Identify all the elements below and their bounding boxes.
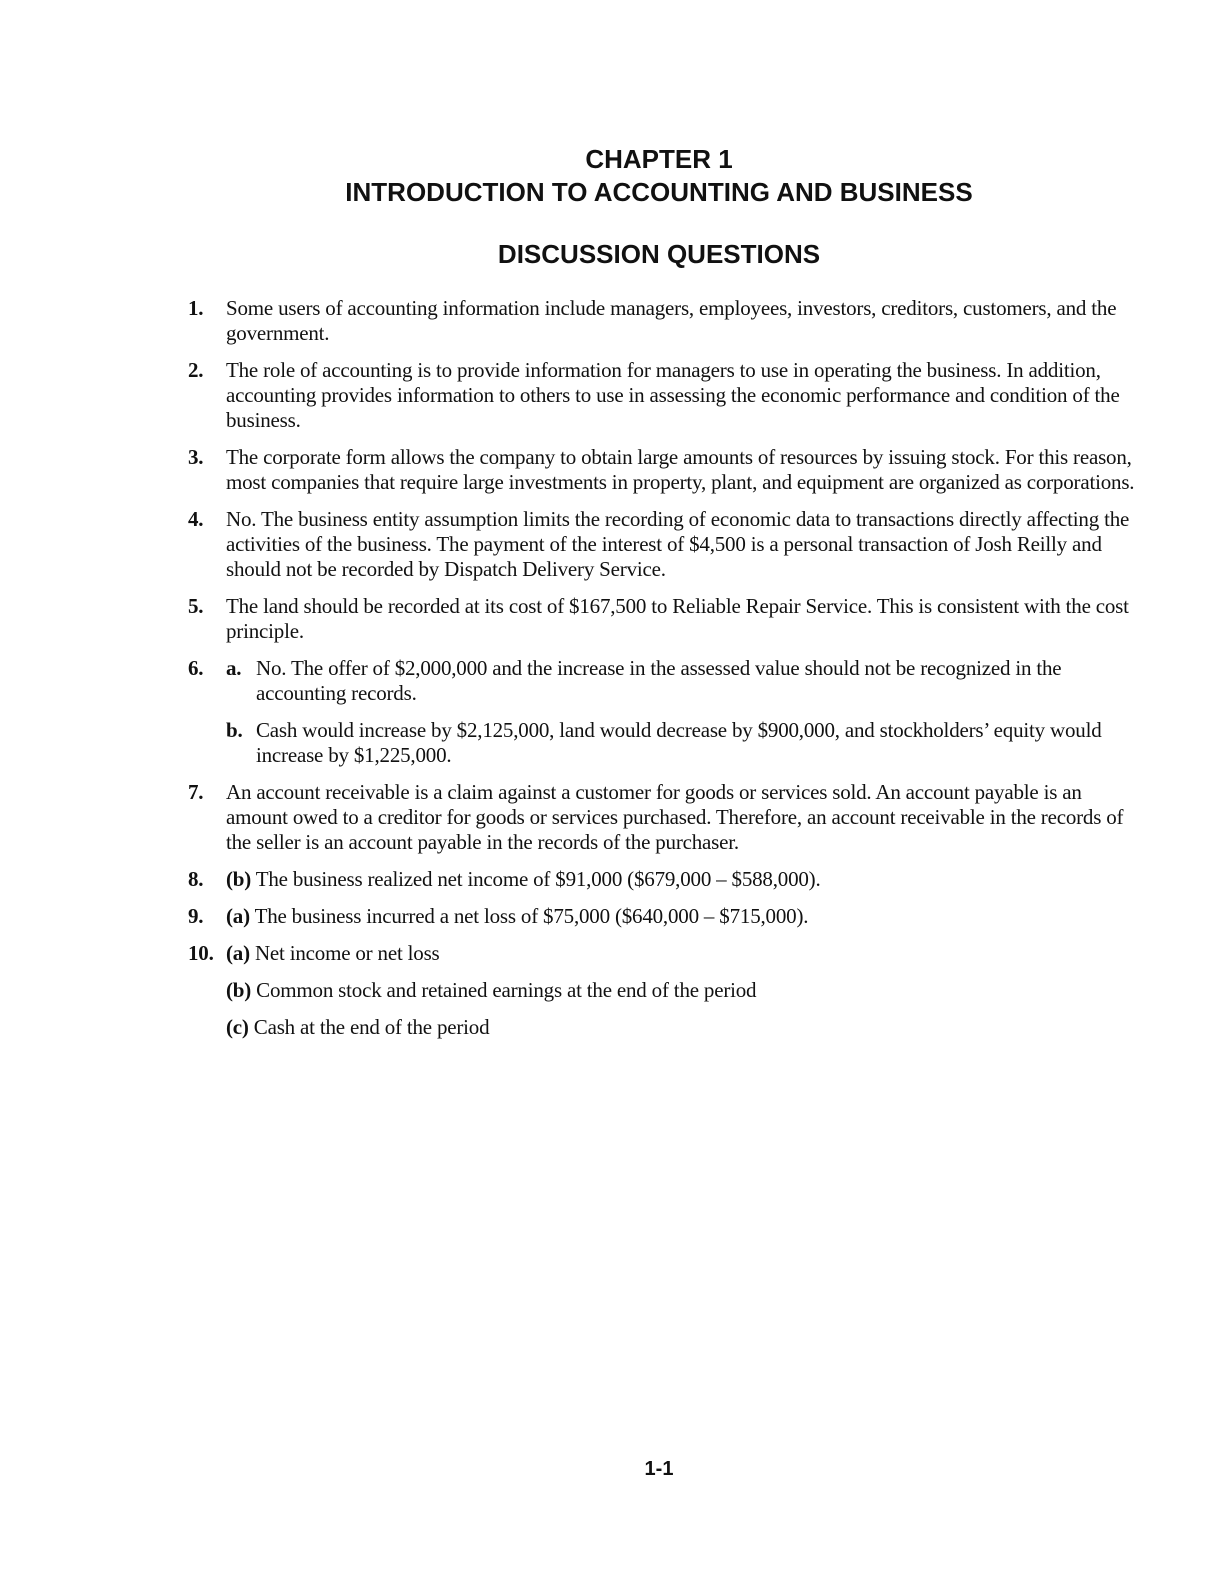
sub-answer-text: No. The offer of $2,000,000 and the increase in the assessed value should not be recognized in the accounting records. xyxy=(256,656,1062,705)
question-1 xyxy=(188,296,1144,346)
answer-choice-label: (b) xyxy=(226,867,252,891)
question-7 xyxy=(188,780,1144,855)
answer-item-label: (c) xyxy=(226,1015,249,1039)
answer-item-b xyxy=(226,978,1144,1003)
question-number: 8. xyxy=(188,867,204,891)
question-text: The business realized net income of $91,000 ($679,000 – $588,000). xyxy=(255,867,821,891)
question-9 xyxy=(188,904,1144,929)
question-text: Some users of accounting information include managers, employees, investors, creditors, customers, and the government. xyxy=(226,296,1117,345)
question-text: An account receivable is a claim against a customer for goods or services sold. An account payable is an amount owed to a creditor for goods or services purchased. Therefore, an account receivable in the records of the seller is an account payable in the records of the purchaser. xyxy=(226,780,1124,854)
chapter-heading xyxy=(0,143,1224,209)
question-number: 10. xyxy=(188,941,214,965)
chapter-number: CHAPTER 1 xyxy=(585,144,733,174)
question-text: The business incurred a net loss of $75,000 ($640,000 – $715,000). xyxy=(254,904,809,928)
sub-answer-text: Cash would increase by $2,125,000, land would decrease by $900,000, and stockholders’ equity would increase by $1,225,000. xyxy=(256,718,1102,767)
answer-item-c xyxy=(226,1015,1144,1040)
question-number: 1. xyxy=(188,296,204,320)
sub-answer-label: b. xyxy=(226,718,243,742)
chapter-title: INTRODUCTION TO ACCOUNTING AND BUSINESS xyxy=(345,177,973,207)
question-2 xyxy=(188,358,1144,433)
question-number: 3. xyxy=(188,445,204,469)
question-number: 7. xyxy=(188,780,204,804)
answer-item-label: (a) xyxy=(226,941,250,965)
question-number: 2. xyxy=(188,358,204,382)
sub-answer-label: a. xyxy=(226,656,242,680)
question-10 xyxy=(188,941,1144,1040)
question-text: The corporate form allows the company to obtain large amounts of resources by issuing stock. For this reason, most companies that require large investments in property, plant, and equipment are organized as corporations. xyxy=(226,445,1135,494)
question-answer-line xyxy=(226,904,1144,929)
question-answer-line xyxy=(226,867,1144,892)
question-number: 4. xyxy=(188,507,204,531)
question-text: The land should be recorded at its cost of $167,500 to Reliable Repair Service. This is consistent with the cost principle. xyxy=(226,594,1129,643)
question-6 xyxy=(188,656,1144,768)
answer-item-text: Common stock and retained earnings at the end of the period xyxy=(256,978,757,1002)
question-number: 5. xyxy=(188,594,204,618)
answer-item-text: Net income or net loss xyxy=(254,941,440,965)
page-number: 1-1 xyxy=(644,1458,674,1480)
answer-item-label: (b) xyxy=(226,978,252,1002)
question-number: 9. xyxy=(188,904,204,928)
question-4 xyxy=(188,507,1144,582)
question-5 xyxy=(188,594,1144,644)
question-text: No. The business entity assumption limits the recording of economic data to transactions directly affecting the activities of the business. The payment of the interest of $4,500 is a personal transaction of Josh Reilly and should not be recorded by Dispatch Delivery Service. xyxy=(226,507,1130,581)
question-8 xyxy=(188,867,1144,892)
answer-choice-label: (a) xyxy=(226,904,250,928)
sub-answer-b xyxy=(226,718,1144,768)
question-text: The role of accounting is to provide information for managers to use in operating the business. In addition, accounting provides information to others to use in assessing the economic performance and condition of the business. xyxy=(226,358,1120,432)
sub-answer-a xyxy=(226,656,1144,706)
questions-list xyxy=(188,296,1144,1052)
section-title: DISCUSSION QUESTIONS xyxy=(497,239,821,269)
question-3 xyxy=(188,445,1144,495)
answer-item-a xyxy=(226,941,1144,966)
answer-item-text: Cash at the end of the period xyxy=(253,1015,490,1039)
question-number: 6. xyxy=(188,656,204,680)
